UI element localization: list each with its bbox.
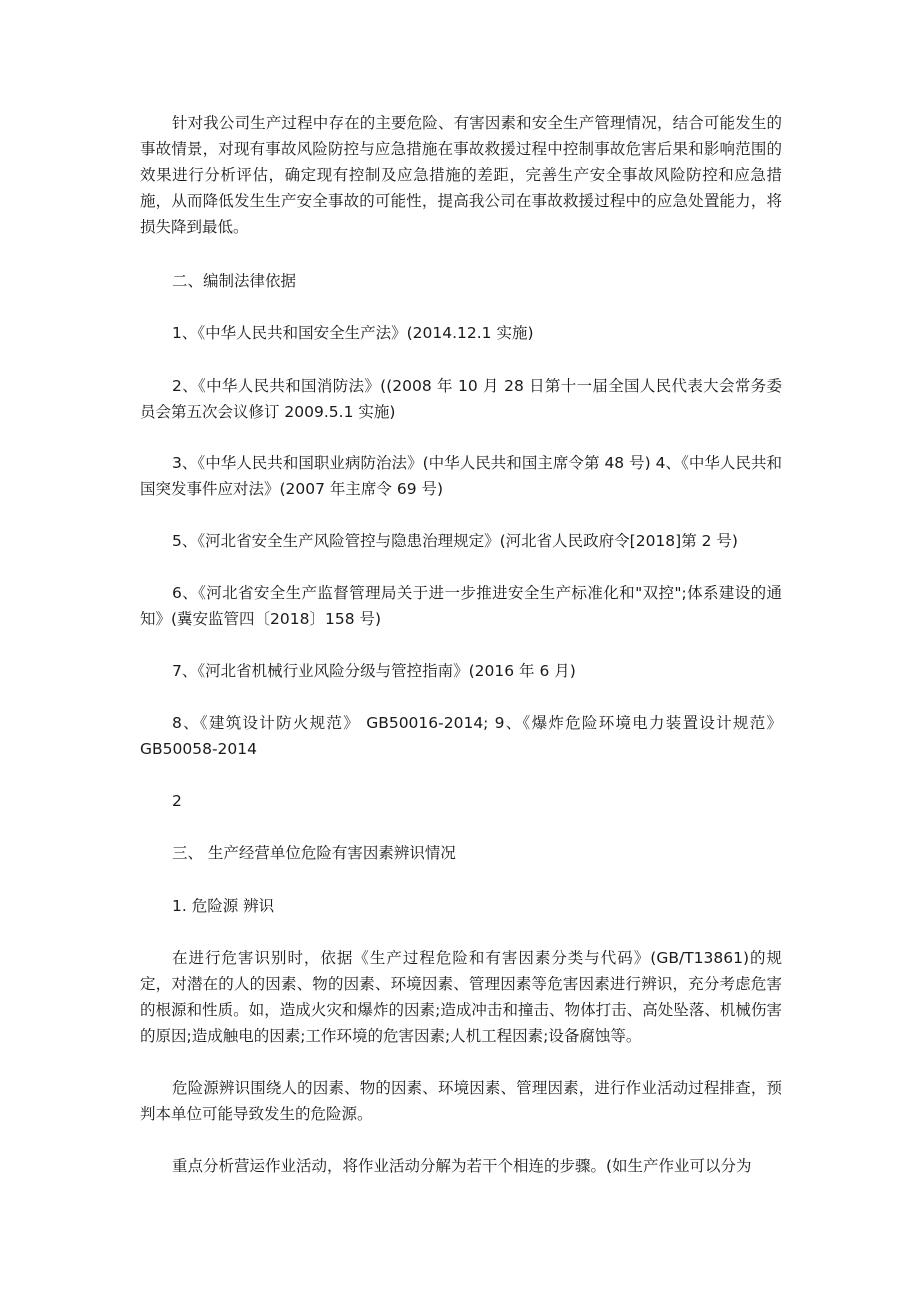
law-item-8-9: 8、《建筑设计防火规范》 GB50016-2014; 9、《爆炸危险环境电力装置设计规范》 GB50058-2014 xyxy=(140,714,782,758)
hazard-scope-paragraph: 危险源辨识围绕人的因素、物的因素、环境因素、管理因素，进行作业活动过程排查，预判本单位可能导致发生的危险源。 xyxy=(140,1079,782,1123)
section-heading-legal-basis: 二、编制法律依据 xyxy=(172,272,297,290)
section-heading-hazard-identification: 三、 生产经营单位危险有害因素辨识情况 xyxy=(172,844,456,862)
law-item-3-4: 3、《中华人民共和国职业病防治法》(中华人民共和国主席令第 48 号) 4、《中华人民共和国突发事件应对法》(2007 年主席令 69 号) xyxy=(140,454,782,498)
law-item-7: 7、《河北省机械行业风险分级与管控指南》(2016 年 6 月) xyxy=(172,662,576,680)
key-analysis-paragraph: 重点分析营运作业活动，将作业活动分解为若干个相连的步骤。(如生产作业可以分为 xyxy=(172,1157,752,1175)
law-item-2: 2、《中华人民共和国消防法》((2008 年 10 月 28 日第十一届全国人民代表大会常务委员会第五次会议修订 2009.5.1 实施) xyxy=(140,377,782,421)
intro-paragraph: 针对我公司生产过程中存在的主要危险、有害因素和安全生产管理情况，结合可能发生的事故情景，对现有事故风险防控与应急措施在事故救援过程中控制事故危害后果和影响范围的效果进行分析评估，确定现有控制及应急措施的差距，完善生产安全事故风险防控和应急措施，从而降低发生生产安全事故的可能性，提高我公司在事故救援过程中的应急处置能力，将损失降到最低。 xyxy=(140,114,782,236)
hazard-identification-paragraph: 在进行危害识别时，依据《生产过程危险和有害因素分类与代码》(GB/T13861)的规定，对潜在的人的因素、物的因素、环境因素、管理因素等危害因素进行辨识，充分考虑危害的根源和性质。如，造成火灾和爆炸的因素;造成冲击和撞击、物体打击、高处坠落、机械伤害的原因;造成触电的因素;工作环境的危害因素;人机工程因素;设备腐蚀等。 xyxy=(140,949,782,1045)
subsection-heading-hazard-source: 1. 危险源 辨识 xyxy=(172,897,275,915)
page-number: 2 xyxy=(172,792,182,810)
law-item-1: 1、《中华人民共和国安全生产法》(2014.12.1 实施) xyxy=(172,324,534,342)
law-item-5: 5、《河北省安全生产风险管控与隐患治理规定》(河北省人民政府令[2018]第 2 号) xyxy=(172,532,738,550)
law-item-6: 6、《河北省安全生产监督管理局关于进一步推进安全生产标准化和"双控";体系建设的通知》(冀安监管四〔2018〕158 号) xyxy=(140,584,782,628)
